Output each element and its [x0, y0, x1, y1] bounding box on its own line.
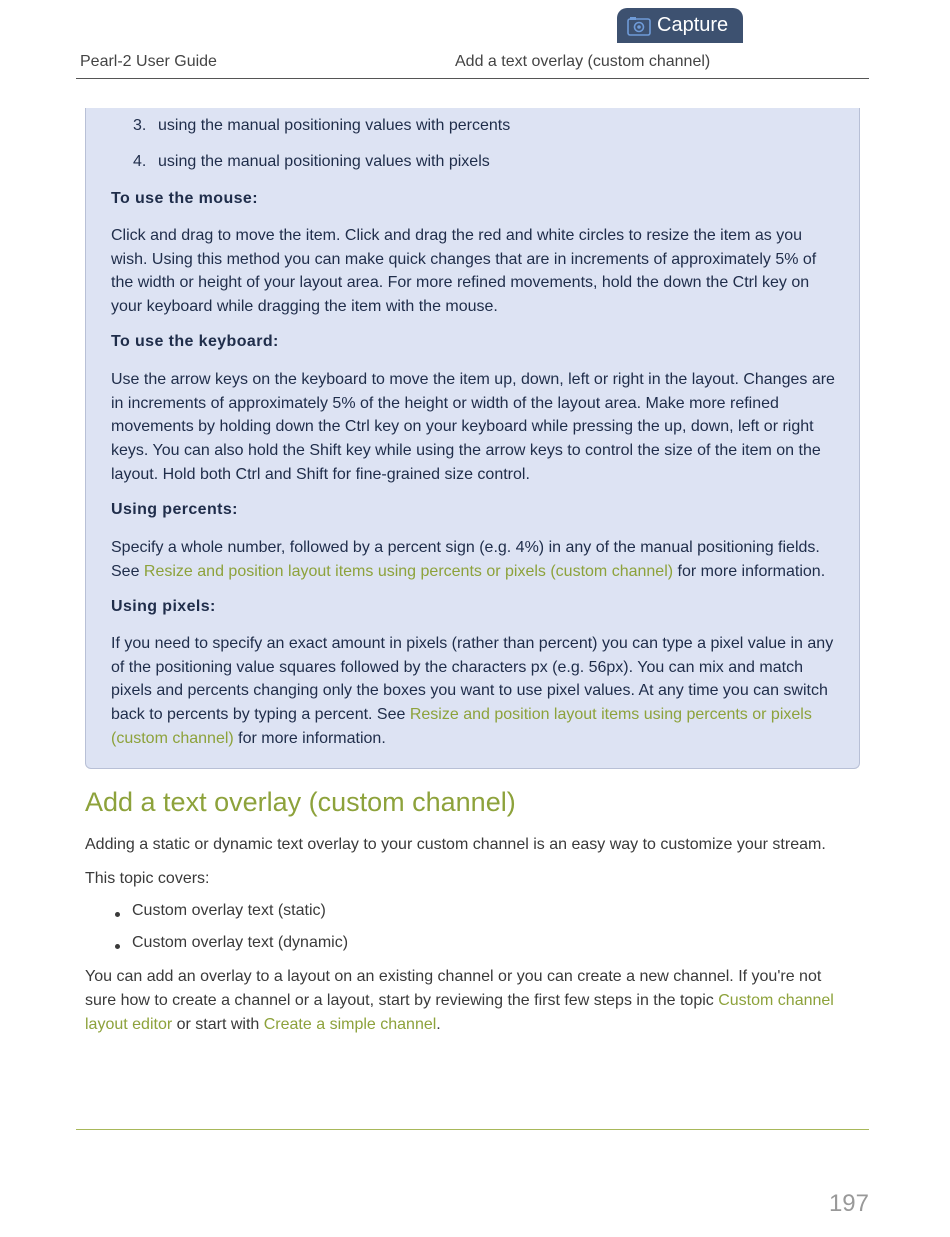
page-header — [76, 52, 869, 79]
closing-text-mid: or start with — [172, 1016, 264, 1033]
section-heading: Add a text overlay (custom channel) — [85, 787, 516, 817]
bullet-link-dynamic[interactable]: Custom overlay text (dynamic) — [132, 934, 349, 951]
mouse-heading: To use the mouse: — [111, 190, 258, 207]
keyboard-heading: To use the keyboard: — [111, 333, 279, 350]
intro-paragraph: Adding a static or dynamic text overlay to your custom channel is an easy way to customize your stream. — [85, 836, 826, 853]
list-number: 4. — [133, 153, 147, 170]
percents-link[interactable]: Resize and position layout items using percents or pixels (custom channel) — [143, 562, 674, 580]
bullet-dot — [115, 944, 120, 949]
camera-icon — [627, 16, 651, 36]
simple-channel-link[interactable]: Create a simple channel — [263, 1016, 437, 1033]
layout-editor-link[interactable]: Custom channel layout editor — [85, 992, 834, 1033]
percents-text-end: for more information. — [673, 562, 826, 580]
list-item: using the manual positioning values with pixels — [158, 153, 490, 170]
covers-label: This topic covers: — [85, 870, 210, 887]
pixels-link[interactable]: Resize and position layout items using percents or pixels (custom channel) — [111, 706, 812, 747]
keyboard-paragraph: Use the arrow keys on the keyboard to move the item up, down, left or right in the layout. Changes are in increments of approximately 5% of the height or width of the layout area. Make more refined movements by holding down the Ctrl key on your keyboard while pressing the up, down, left or right keys. You can also hold the Shift key while using the arrow keys to control the size of the item on the layout. Hold both Ctrl and Shift for fine-grained size control. — [111, 371, 835, 483]
bullet-dot — [115, 912, 120, 917]
closing-paragraph — [85, 965, 855, 1037]
bullet-link-static[interactable]: Custom overlay text (static) — [132, 902, 326, 919]
capture-label: Capture — [657, 14, 729, 36]
section-title-header: Add a text overlay (custom channel) — [455, 53, 711, 70]
pixels-paragraph — [111, 632, 839, 751]
note-box — [85, 108, 860, 769]
closing-text-end: . — [436, 1016, 441, 1033]
guide-title: Pearl-2 User Guide — [80, 53, 217, 70]
percents-text: Specify a whole number, followed by a percent sign (e.g. 4%) in any of the manual positioning fields. See — [111, 539, 820, 580]
pixels-heading: Using pixels: — [111, 598, 216, 615]
capture-tab[interactable] — [617, 8, 743, 43]
pixels-text: If you need to specify an exact amount in pixels (rather than percent) you can type a pixel value in any of the positioning value squares followed by the characters px (e.g. 56px). You can mix and match pixels and percents changing only the boxes you want to use pixel values. At any time you can switch back to percents by typing a percent. See — [111, 635, 834, 724]
mouse-paragraph: Click and drag to move the item. Click and drag the red and white circles to resize the item as you wish. Using this method you can make quick changes that are in increments of approximately 5% of the width or height of your layout area. For more refined movements, hold the down the Ctrl key on your keyboard while dragging the item with the mouse. — [111, 227, 817, 316]
page-number: 197 — [828, 1190, 869, 1217]
list-number: 3. — [133, 117, 147, 134]
closing-text: You can add an overlay to a layout on an existing channel or you can create a new channel. If you're not sure how to create a channel or a layout, start by reviewing the first few steps in the topic — [85, 968, 822, 1009]
percents-heading: Using percents: — [111, 501, 238, 518]
footer-divider — [76, 1129, 869, 1130]
list-item: using the manual positioning values with percents — [158, 117, 511, 134]
percents-paragraph — [111, 536, 839, 583]
pixels-text-end: for more information. — [233, 729, 386, 747]
